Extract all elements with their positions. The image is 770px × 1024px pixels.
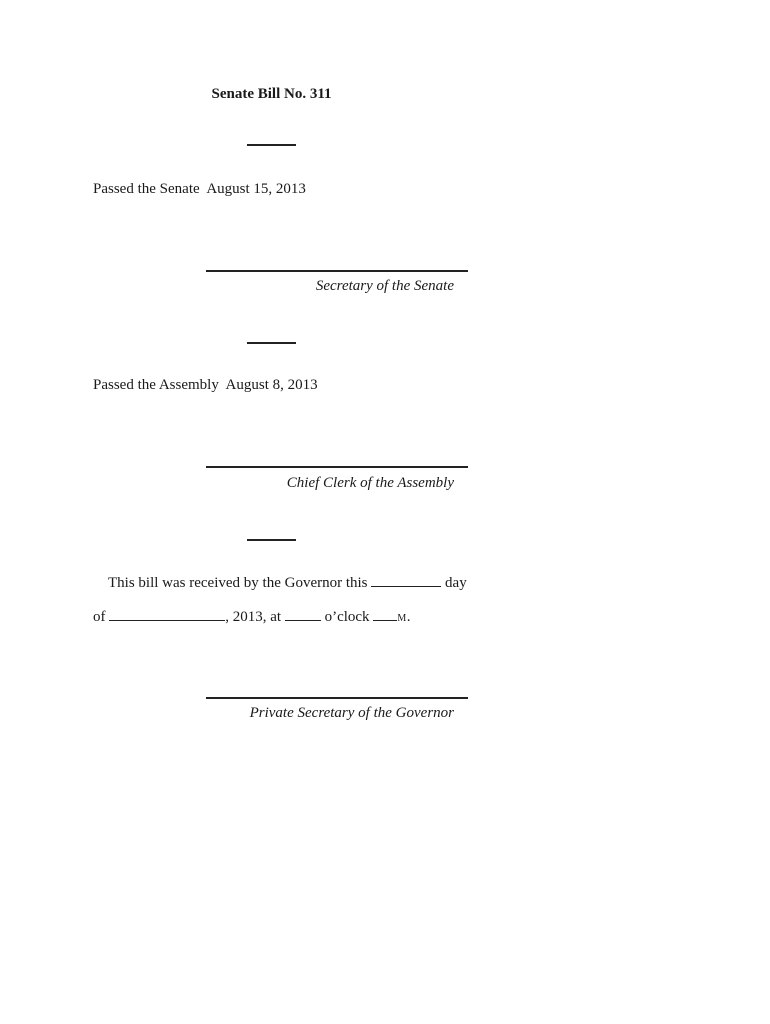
assembly-signature-title: Chief Clerk of the Assembly <box>286 475 454 491</box>
governor-signature-title: Private Secretary of the Governor <box>249 705 454 721</box>
governor-received-text: This bill was received by the Governor this <box>108 575 368 591</box>
senate-passed-label: Passed the Senate <box>93 181 200 197</box>
section-divider <box>247 144 296 146</box>
bill-title: Senate Bill No. 311 <box>211 86 332 102</box>
assembly-signature-line <box>206 466 468 468</box>
section-divider <box>247 342 296 344</box>
year-label: , 2013, at <box>225 609 282 625</box>
meridiem-blank[interactable] <box>373 608 397 621</box>
senate-signature-title: Secretary of the Senate <box>315 278 454 294</box>
month-blank[interactable] <box>109 608 225 621</box>
governor-signature-line <box>206 697 468 699</box>
day-label: day <box>445 575 467 591</box>
senate-signature-line <box>206 270 468 272</box>
assembly-passed-line <box>93 377 318 394</box>
of-label: of <box>93 609 106 625</box>
senate-passed-line <box>93 181 306 198</box>
assembly-passed-date: August 8, 2013 <box>225 377 318 393</box>
governor-date-line <box>93 608 410 626</box>
hour-blank[interactable] <box>285 608 321 621</box>
oclock-label: o’clock <box>324 609 370 625</box>
meridiem-label: M <box>397 613 407 624</box>
assembly-passed-label: Passed the Assembly <box>93 377 219 393</box>
section-divider <box>247 539 296 541</box>
senate-passed-date: August 15, 2013 <box>206 181 306 197</box>
day-blank[interactable] <box>371 574 441 587</box>
governor-received-line <box>108 574 467 592</box>
period: . <box>406 609 411 625</box>
